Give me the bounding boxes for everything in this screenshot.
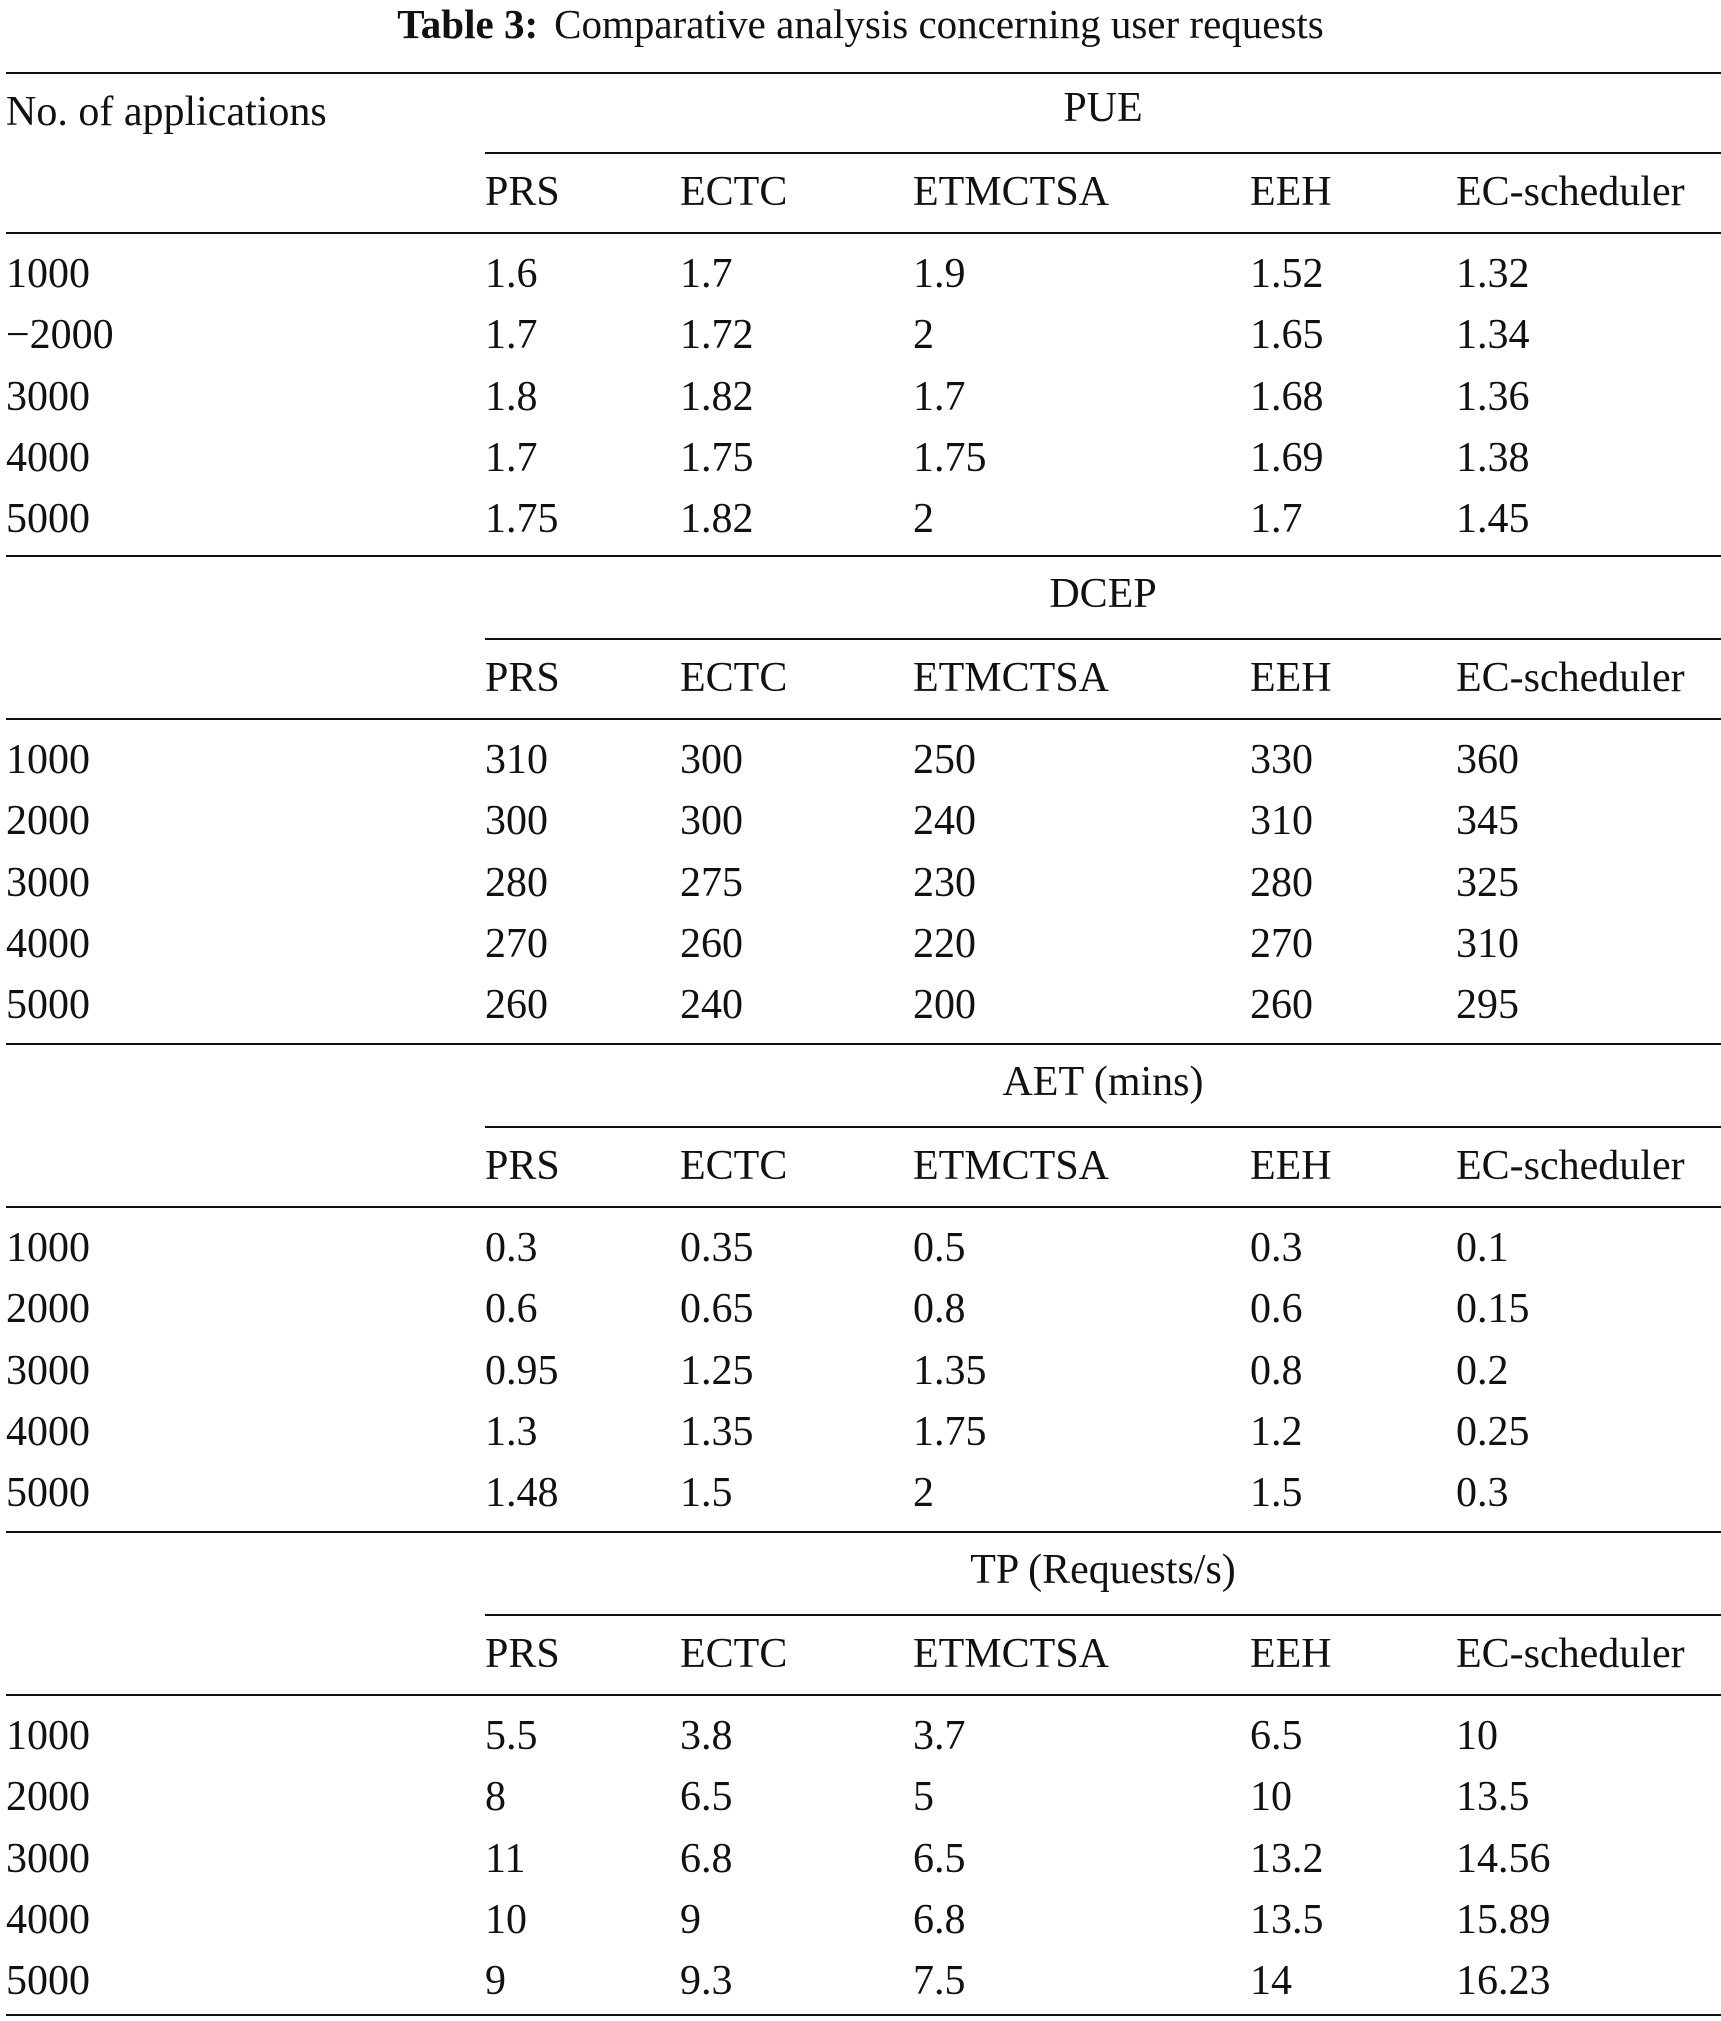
table-cell: 200: [913, 982, 976, 1028]
table-cell: 9: [680, 1897, 701, 1943]
table-cell: 1.82: [680, 496, 754, 542]
row-header-label: No. of applications: [6, 89, 327, 135]
table-cell: 1.25: [680, 1348, 754, 1394]
table-cell: 10: [1456, 1713, 1498, 1759]
column-header-eeh: EEH: [1250, 1143, 1332, 1189]
table-cell: 345: [1456, 798, 1519, 844]
group-separator-rule: [6, 555, 1721, 557]
column-header-ec-scheduler: EC-scheduler: [1456, 655, 1685, 701]
table-cell: 6.8: [913, 1897, 966, 1943]
column-header-rule: [6, 718, 1721, 720]
column-header-rule: [6, 1206, 1721, 1208]
column-header-etmctsa: ETMCTSA: [913, 1631, 1110, 1677]
table-cell: 1.69: [1250, 435, 1324, 481]
table-cell: 1.65: [1250, 312, 1324, 358]
table-cell: 240: [913, 798, 976, 844]
table-cell: 10: [485, 1897, 527, 1943]
column-header-ectc: ECTC: [680, 169, 788, 215]
table-cell: 1.7: [1250, 496, 1303, 542]
table-cell: 14: [1250, 1958, 1292, 2004]
row-label: 3000: [6, 1348, 90, 1394]
table-cell: 310: [1456, 921, 1519, 967]
table-cell: 1.38: [1456, 435, 1530, 481]
column-header-rule: [6, 1694, 1721, 1696]
table-bottom-rule: [6, 2014, 1721, 2016]
table-cell: 7.5: [913, 1958, 966, 2004]
table-cell: 295: [1456, 982, 1519, 1028]
table-cell: 0.25: [1456, 1409, 1530, 1455]
table-cell: 1.36: [1456, 374, 1530, 420]
table-cell: 325: [1456, 860, 1519, 906]
row-label: 1000: [6, 1713, 90, 1759]
table-cell: 9.3: [680, 1958, 733, 2004]
table-cell: 220: [913, 921, 976, 967]
table-cell: 1.35: [680, 1409, 754, 1455]
table-cell: 270: [1250, 921, 1313, 967]
table-cell: 0.6: [1250, 1286, 1303, 1332]
row-label: 4000: [6, 921, 90, 967]
table-cell: 360: [1456, 737, 1519, 783]
group-title-rule: [485, 1126, 1721, 1128]
table-cell: 5: [913, 1774, 934, 1820]
table-cell: 10: [1250, 1774, 1292, 1820]
group-title: DCEP: [1049, 571, 1157, 617]
row-label: 5000: [6, 1470, 90, 1516]
table-cell: 270: [485, 921, 548, 967]
table-cell: 240: [680, 982, 743, 1028]
table-cell: 6.8: [680, 1836, 733, 1882]
table-cell: 6.5: [680, 1774, 733, 1820]
group-title-rule: [485, 152, 1721, 154]
group-title: PUE: [1063, 85, 1143, 131]
table-cell: 1.5: [1250, 1470, 1303, 1516]
table-cell: 280: [485, 860, 548, 906]
column-header-eeh: EEH: [1250, 1631, 1332, 1677]
table-cell: 6.5: [913, 1836, 966, 1882]
row-label: 3000: [6, 374, 90, 420]
table-cell: 3.7: [913, 1713, 966, 1759]
table-cell: 0.65: [680, 1286, 754, 1332]
table-cell: 1.82: [680, 374, 754, 420]
table-cell: 260: [680, 921, 743, 967]
table-cell: 260: [1250, 982, 1313, 1028]
column-header-prs: PRS: [485, 1143, 560, 1189]
row-label: 2000: [6, 1286, 90, 1332]
table-cell: 300: [680, 737, 743, 783]
table-cell: 310: [1250, 798, 1313, 844]
column-header-etmctsa: ETMCTSA: [913, 655, 1110, 701]
column-header-prs: PRS: [485, 169, 560, 215]
table-cell: 1.3: [485, 1409, 538, 1455]
row-label: 3000: [6, 860, 90, 906]
table-cell: 1.5: [680, 1470, 733, 1516]
table-cell: 1.34: [1456, 312, 1530, 358]
column-header-ectc: ECTC: [680, 1143, 788, 1189]
column-header-ectc: ECTC: [680, 655, 788, 701]
row-label: 4000: [6, 435, 90, 481]
column-header-etmctsa: ETMCTSA: [913, 169, 1110, 215]
table-cell: 15.89: [1456, 1897, 1551, 1943]
table-cell: 0.15: [1456, 1286, 1530, 1332]
column-header-prs: PRS: [485, 1631, 560, 1677]
table-cell: 1.72: [680, 312, 754, 358]
table-cell: 0.3: [1456, 1470, 1509, 1516]
group-title-rule: [485, 1614, 1721, 1616]
table-cell: 0.3: [485, 1225, 538, 1271]
table-caption: [0, 0, 1721, 52]
group-title: AET (mins): [1002, 1059, 1204, 1105]
table-cell: 1.35: [913, 1348, 987, 1394]
table-cell: 300: [680, 798, 743, 844]
table-cell: 16.23: [1456, 1958, 1551, 2004]
table-cell: 14.56: [1456, 1836, 1551, 1882]
table-top-rule: [6, 72, 1721, 74]
table-cell: 13.5: [1250, 1897, 1324, 1943]
table-cell: 2: [913, 1470, 934, 1516]
table-cell: 1.9: [913, 251, 966, 297]
table-cell: 0.6: [485, 1286, 538, 1332]
row-label: 5000: [6, 496, 90, 542]
table-cell: 1.52: [1250, 251, 1324, 297]
table-cell: 0.1: [1456, 1225, 1509, 1271]
table-cell: 1.75: [680, 435, 754, 481]
table-cell: 330: [1250, 737, 1313, 783]
table-cell: 1.7: [485, 312, 538, 358]
column-header-ectc: ECTC: [680, 1631, 788, 1677]
table-cell: 1.68: [1250, 374, 1324, 420]
column-header-etmctsa: ETMCTSA: [913, 1143, 1110, 1189]
row-label: 1000: [6, 251, 90, 297]
table-cell: 0.3: [1250, 1225, 1303, 1271]
column-header-ec-scheduler: EC-scheduler: [1456, 169, 1685, 215]
table-caption-text: Comparative analysis concerning user requests: [554, 1, 1324, 47]
group-title-rule: [485, 638, 1721, 640]
table-cell: 0.35: [680, 1225, 754, 1271]
table-cell: 0.95: [485, 1348, 559, 1394]
table-cell: 250: [913, 737, 976, 783]
table-cell: 2: [913, 312, 934, 358]
table-cell: 1.2: [1250, 1409, 1303, 1455]
table-cell: 0.8: [913, 1286, 966, 1332]
table-cell: 1.75: [913, 1409, 987, 1455]
row-label: −2000: [6, 312, 114, 358]
table-cell: 2: [913, 496, 934, 542]
row-label: 4000: [6, 1409, 90, 1455]
column-header-prs: PRS: [485, 655, 560, 701]
table-cell: 6.5: [1250, 1713, 1303, 1759]
table-cell: 9: [485, 1958, 506, 2004]
table-cell: 13.2: [1250, 1836, 1324, 1882]
table-cell: 0.8: [1250, 1348, 1303, 1394]
table-cell: 280: [1250, 860, 1313, 906]
table-cell: 1.6: [485, 251, 538, 297]
table-cell: 1.7: [485, 435, 538, 481]
table-cell: 1.45: [1456, 496, 1530, 542]
row-label: 5000: [6, 1958, 90, 2004]
row-label: 2000: [6, 1774, 90, 1820]
row-label: 1000: [6, 1225, 90, 1271]
row-label: 4000: [6, 1897, 90, 1943]
column-header-ec-scheduler: EC-scheduler: [1456, 1631, 1685, 1677]
table-cell: 8: [485, 1774, 506, 1820]
table-cell: 13.5: [1456, 1774, 1530, 1820]
table-cell: 5.5: [485, 1713, 538, 1759]
group-separator-rule: [6, 1043, 1721, 1045]
table-cell: 1.32: [1456, 251, 1530, 297]
column-header-eeh: EEH: [1250, 169, 1332, 215]
table-cell: 1.48: [485, 1470, 559, 1516]
table-cell: 0.5: [913, 1225, 966, 1271]
column-header-rule: [6, 232, 1721, 234]
column-header-eeh: EEH: [1250, 655, 1332, 701]
row-label: 3000: [6, 1836, 90, 1882]
group-separator-rule: [6, 1531, 1721, 1533]
table-cell: 1.8: [485, 374, 538, 420]
table-cell: 0.2: [1456, 1348, 1509, 1394]
group-title: TP (Requests/s): [970, 1547, 1236, 1593]
column-header-ec-scheduler: EC-scheduler: [1456, 1143, 1685, 1189]
row-label: 5000: [6, 982, 90, 1028]
row-label: 2000: [6, 798, 90, 844]
table-cell: 275: [680, 860, 743, 906]
table-cell: 1.7: [680, 251, 733, 297]
row-label: 1000: [6, 737, 90, 783]
table-cell: 300: [485, 798, 548, 844]
table-cell: 1.75: [913, 435, 987, 481]
table-cell: 3.8: [680, 1713, 733, 1759]
table-caption-label: Table 3:: [397, 1, 539, 47]
table-cell: 260: [485, 982, 548, 1028]
table-cell: 11: [485, 1836, 526, 1882]
table-cell: 310: [485, 737, 548, 783]
table-cell: 1.75: [485, 496, 559, 542]
table-cell: 230: [913, 860, 976, 906]
table-cell: 1.7: [913, 374, 966, 420]
